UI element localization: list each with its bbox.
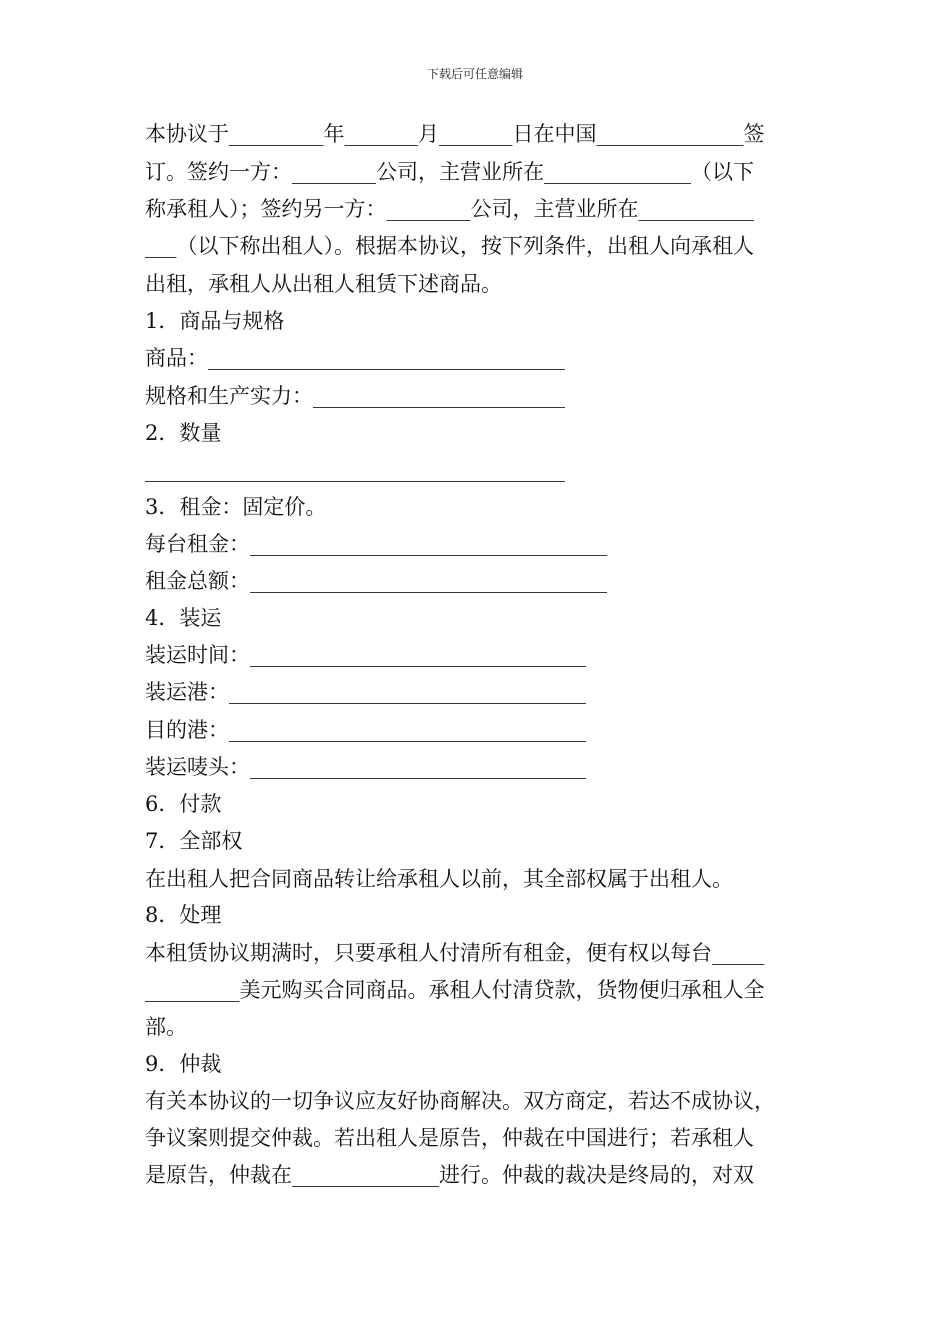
arbitration-line-2: 争议案则提交仲裁。若出租人是原告，仲裁在中国进行；若承租人 — [145, 1126, 754, 1150]
spec-field: 规格和生产实力：________________________ — [145, 384, 565, 408]
section-1-heading: 1．商品与规格 — [145, 309, 285, 333]
para-intro-line-3: 称承租人）；签约另一方：________公司，主营业所在___________ — [145, 197, 754, 221]
quantity-field: ________________________________________ — [145, 458, 565, 482]
para-intro-line-4: ___（以下称出租人）。根据本协议，按下列条件，出租人向承租人 — [145, 234, 754, 258]
ownership-paragraph: 在出租人把合同商品转让给承租人以前，其全部权属于出租人。 — [145, 867, 733, 891]
disposal-line-1: 本租赁协议期满时，只要承租人付清所有租金，便有权以每台_____ — [145, 941, 765, 965]
section-4-heading: 4．装运 — [145, 606, 222, 630]
total-rent-field: 租金总额：__________________________________ — [145, 569, 607, 593]
shipment-time-field: 装运时间：________________________________ — [145, 643, 586, 667]
section-7-heading: 7．全部权 — [145, 829, 243, 853]
section-3-heading: 3．租金：固定价。 — [145, 495, 327, 519]
para-intro-line-2: 订。签约一方：________公司，主营业所在______________（以下 — [145, 160, 754, 184]
section-6-heading: 6．付款 — [145, 792, 222, 816]
para-intro-line-5: 出租，承租人从出租人租赁下述商品。 — [145, 272, 502, 296]
section-2-heading: 2．数量 — [145, 421, 222, 445]
disposal-line-2: _________美元购买合同商品。承租人付清贷款，货物便归承租人全 — [145, 978, 765, 1002]
disposal-line-3: 部。 — [145, 1015, 187, 1039]
section-9-heading: 9．仲裁 — [145, 1052, 222, 1076]
unit-rent-field: 每台租金：__________________________________ — [145, 532, 607, 556]
destination-port-field: 目的港：__________________________________ — [145, 718, 586, 742]
section-8-heading: 8．处理 — [145, 903, 222, 927]
shipping-mark-field: 装运唛头：________________________________ — [145, 755, 586, 779]
goods-field: 商品：__________________________________ — [145, 346, 565, 370]
page-header: 下载后可任意编辑 — [426, 67, 523, 81]
arbitration-line-1: 有关本协议的一切争议应友好协商解决。双方商定，若达不成协议， — [145, 1089, 775, 1113]
para-intro-line-1: 本协议于_________年_______月_______日在中国______________签 — [145, 122, 765, 146]
loading-port-field: 装运港：__________________________________ — [145, 680, 586, 704]
arbitration-line-3: 是原告，仲裁在______________进行。仲裁的裁决是终局的，对双 — [145, 1163, 754, 1187]
